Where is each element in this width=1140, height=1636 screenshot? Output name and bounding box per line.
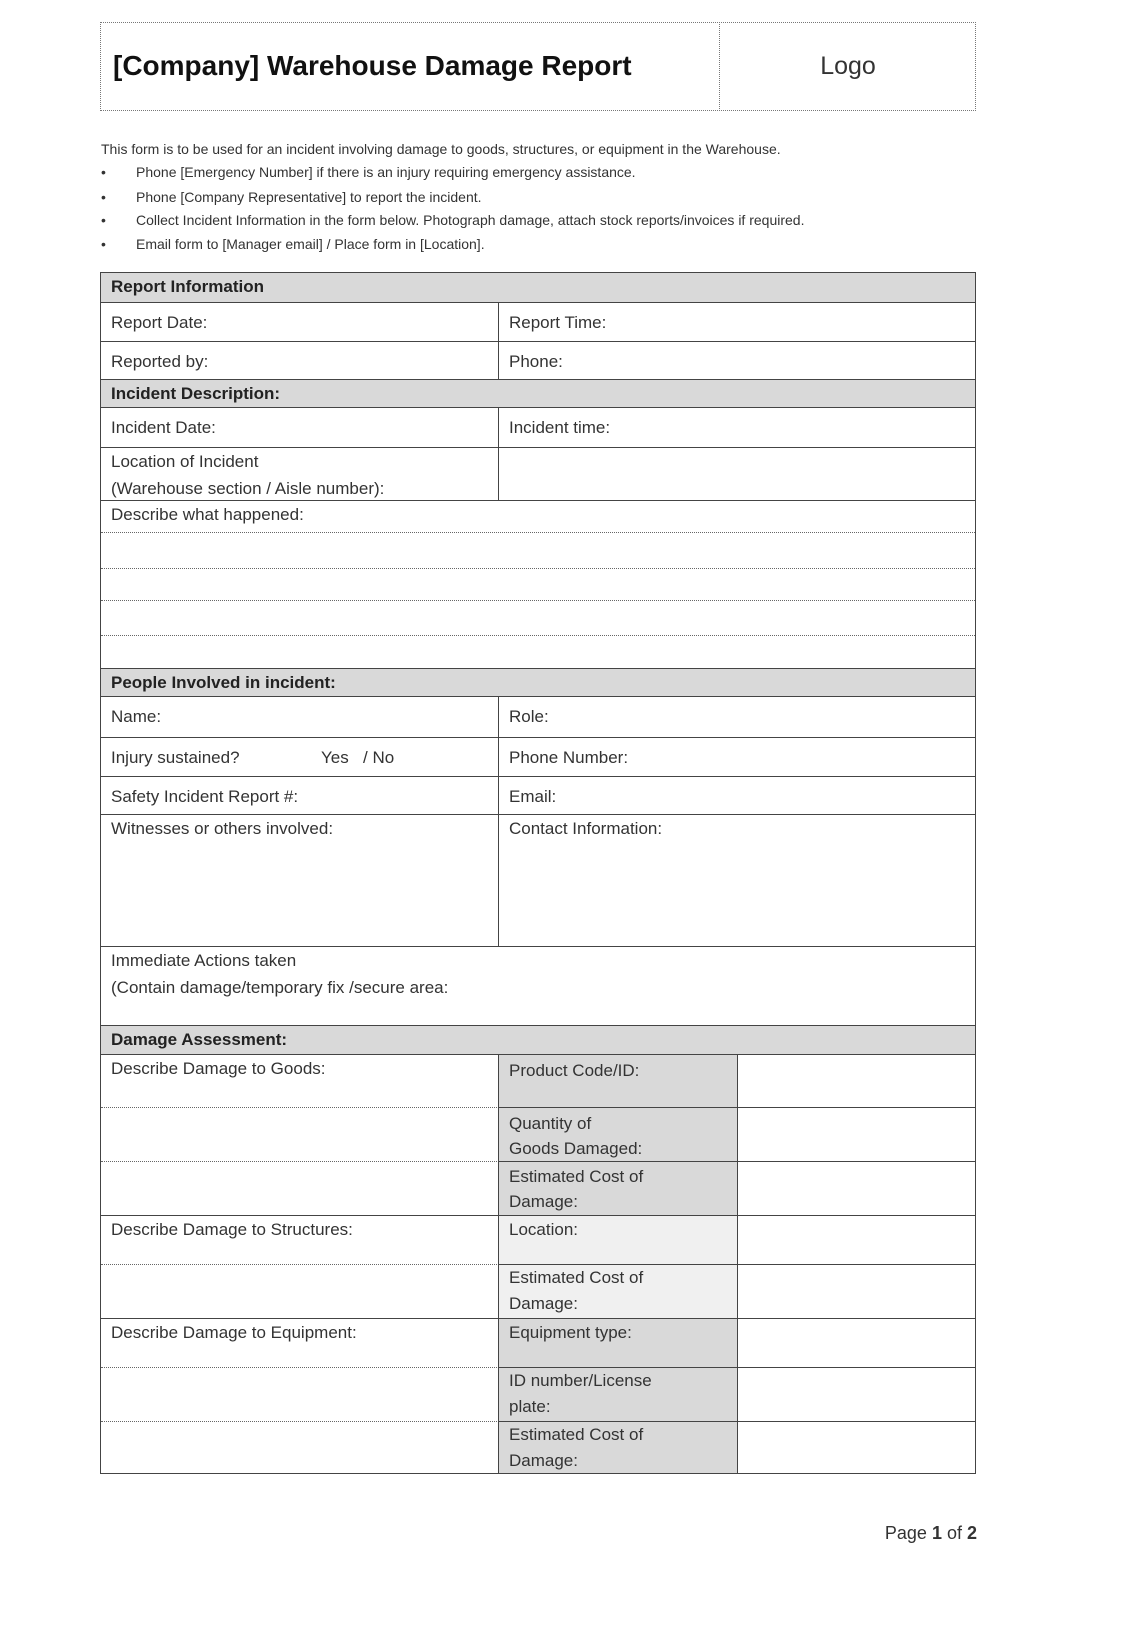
structure-location-input[interactable] — [737, 1215, 976, 1265]
goods-cost-input[interactable] — [737, 1161, 976, 1216]
document-title: [Company] Warehouse Damage Report — [113, 50, 632, 81]
actions-label-line1: Immediate Actions taken — [111, 951, 297, 970]
location-label-line1: Location of Incident — [111, 452, 259, 471]
cost-line1: Estimated Cost of — [509, 1268, 644, 1287]
quantity-label — [498, 1107, 738, 1162]
injury-label: Injury sustained? — [111, 748, 240, 767]
name-field[interactable]: Name: — [100, 696, 499, 738]
damage-structures-field[interactable] — [100, 1215, 499, 1319]
page-number — [885, 1523, 977, 1544]
product-code-label: Product Code/ID: — [498, 1054, 738, 1108]
report-time-field[interactable]: Report Time: — [498, 302, 976, 342]
cost-line2: Damage: — [509, 1192, 578, 1211]
bullet-icon: • — [101, 189, 106, 205]
bullet-icon: • — [101, 164, 106, 180]
bullet-icon: • — [101, 212, 106, 228]
dotted-line — [101, 568, 975, 569]
injury-field — [100, 737, 499, 777]
email-field[interactable]: Email: — [498, 776, 976, 815]
role-field[interactable]: Role: — [498, 696, 976, 738]
yes-option[interactable]: Yes — [321, 748, 349, 767]
dotted-line — [101, 635, 975, 636]
product-code-input[interactable] — [737, 1054, 976, 1108]
dotted-line — [101, 1367, 497, 1368]
report-date-field[interactable]: Report Date: — [100, 302, 499, 342]
phone-field[interactable]: Phone: — [498, 341, 976, 380]
immediate-actions-field[interactable] — [100, 946, 976, 1026]
describe-what-happened-field[interactable] — [100, 500, 976, 669]
logo-placeholder: Logo — [820, 52, 876, 80]
dotted-line — [101, 1107, 497, 1108]
contact-information-field[interactable]: Contact Information: — [498, 814, 976, 947]
goods-cost-label — [498, 1161, 738, 1216]
section-header-report: Report Information — [100, 272, 976, 303]
safety-report-field[interactable]: Safety Incident Report #: — [100, 776, 499, 815]
quantity-input[interactable] — [737, 1107, 976, 1162]
section-header-damage: Damage Assessment: — [100, 1025, 976, 1055]
dotted-line — [101, 532, 975, 533]
page-current: 1 — [931, 1523, 942, 1543]
dotted-line — [101, 1161, 497, 1162]
equipment-cost-label — [498, 1421, 738, 1474]
section-header-incident: Incident Description: — [100, 379, 976, 408]
witnesses-field[interactable]: Witnesses or others involved: — [100, 814, 499, 947]
section-header-people: People Involved in incident: — [100, 668, 976, 697]
id-line2: plate: — [509, 1397, 551, 1416]
quantity-line2: Goods Damaged: — [509, 1139, 643, 1158]
goods-label: Describe Damage to Goods: — [111, 1059, 326, 1078]
structure-cost-label — [498, 1264, 738, 1319]
equipment-type-input[interactable] — [737, 1318, 976, 1368]
dotted-line — [101, 1421, 497, 1422]
no-option[interactable]: / No — [363, 748, 395, 767]
cost-line2: Damage: — [509, 1294, 578, 1313]
reported-by-field[interactable]: Reported by: — [100, 341, 499, 380]
equipment-type-label: Equipment type: — [498, 1318, 738, 1368]
document-page: [Company] Warehouse Damage Report Logo This form is to be used for an incident involving damage to goods, structures, or equipment in the Warehouse. • Phone [Emergency Number] if there is an injury requiring emergency assistance. • Phone [Company Representative] to report the incident. • Collect Incident Information in the form below. Photograph damage, attach stock reports/invoices if required. • Email form to [Manager email] / Place form in [Location]. Report Information Report Date: Report Time: Reported by: Phone: Incident Description: Incident Date: Incident time: Location of Incident (Warehouse section / Aisle number): Describe what happened: People Involved in incident: Name: Role: Injury sustained? Yes / No Phone Number: Safety Incident Report #: Email: Witnesses or others involved: Contact Information: Immediate Actions taken (Contain damage/temporary fix /secure area: Damage Assessment: Describe Damage to Goods: Describe Damage to Structures: Describe Damage to Equipment: Product Code/ID: Quantity of Goods Damaged: Estimated Cost of Damage: Location: Estimated Cost of Damage: Equipment type: ID number/License plate: Estimated Cost of Damage: Page 1 of 2 — [0, 0, 1140, 1636]
damage-goods-field[interactable] — [100, 1054, 499, 1216]
incident-date-field[interactable]: Incident Date: — [100, 407, 499, 448]
phone-number-field[interactable]: Phone Number: — [498, 737, 976, 777]
cost-line1: Estimated Cost of — [509, 1425, 644, 1444]
incident-time-field[interactable]: Incident time: — [498, 407, 976, 448]
page-total: 2 — [966, 1523, 977, 1543]
location-label — [100, 447, 499, 501]
cost-line2: Damage: — [509, 1451, 578, 1470]
id-number-label — [498, 1367, 738, 1422]
quantity-line1: Quantity of — [509, 1114, 592, 1133]
id-line1: ID number/License — [509, 1371, 652, 1390]
structures-label: Describe Damage to Structures: — [111, 1220, 353, 1239]
page-of: of — [941, 1523, 967, 1543]
bullet-icon: • — [101, 236, 106, 252]
damage-equipment-field[interactable] — [100, 1318, 499, 1474]
structure-cost-input[interactable] — [737, 1264, 976, 1319]
actions-label-line2: (Contain damage/temporary fix /secure area: — [111, 978, 449, 997]
equipment-label: Describe Damage to Equipment: — [111, 1323, 357, 1342]
dotted-line — [101, 1264, 497, 1265]
id-number-input[interactable] — [737, 1367, 976, 1422]
equipment-cost-input[interactable] — [737, 1421, 976, 1474]
structure-location-label: Location: — [498, 1215, 738, 1265]
cost-line1: Estimated Cost of — [509, 1167, 644, 1186]
location-label-line2: (Warehouse section / Aisle number): — [111, 479, 385, 498]
dotted-line — [101, 600, 975, 601]
intro-text: This form is to be used for an incident involving damage to goods, structures, or equipment in the Warehouse. — [101, 141, 781, 157]
location-field[interactable] — [498, 447, 976, 501]
describe-label: Describe what happened: — [111, 505, 304, 524]
page-prefix: Page — [884, 1523, 932, 1543]
